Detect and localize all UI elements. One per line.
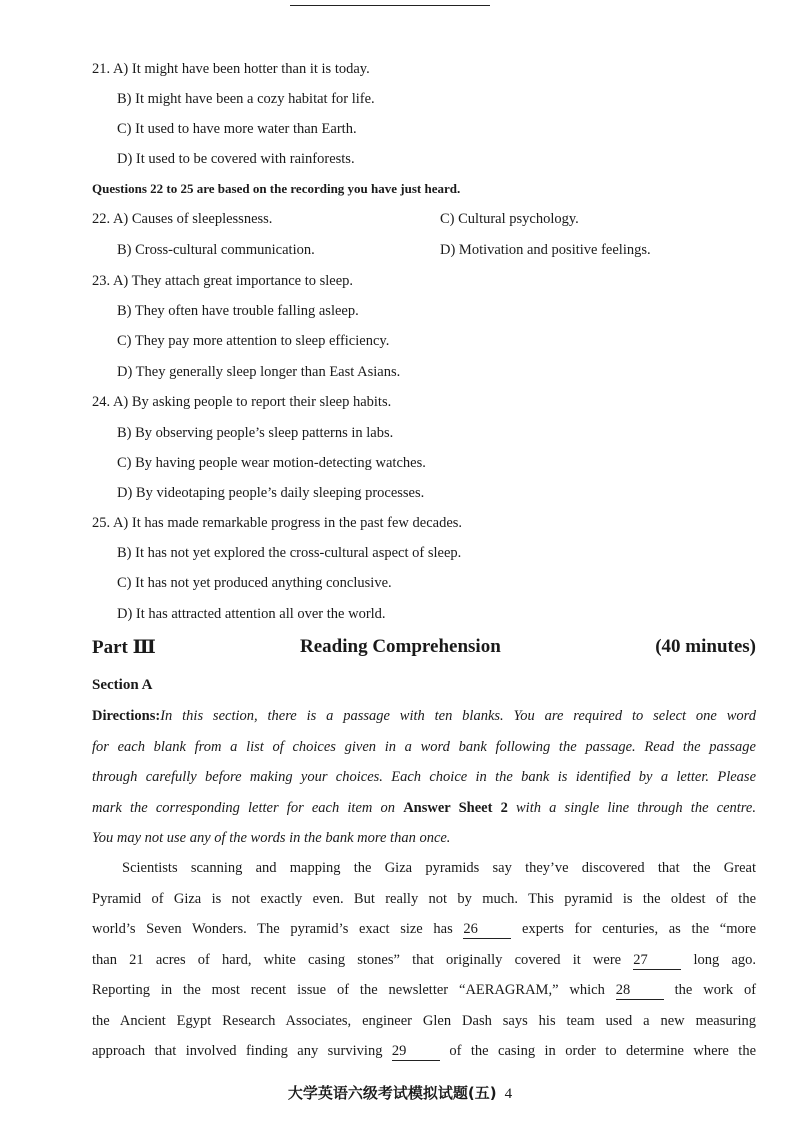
top-rule — [290, 5, 490, 6]
q23-option-d: D) They generally sleep longer than East Asians. — [117, 364, 401, 380]
q22-option-a: 22. A) Causes of sleeplessness. — [92, 211, 273, 227]
q24-option-a: 24. A) By asking people to report their sleep habits. — [92, 394, 392, 410]
q24-option-c: C) By having people wear motion-detecting watches. — [117, 455, 426, 471]
q22-option-b: B) Cross-cultural communication. — [117, 242, 315, 258]
part-header — [92, 636, 756, 660]
q24-number: 24. — [92, 394, 111, 410]
q21-number: 21. — [92, 61, 111, 77]
q23-option-a: 23. A) They attach great importance to sleep. — [92, 273, 354, 289]
q25-option-d: D) It has attracted attention all over the world. — [117, 606, 386, 622]
q25-option-c: C) It has not yet produced anything conclusive. — [117, 575, 392, 591]
blank-26[interactable]: 26 — [463, 920, 511, 939]
q23-option-b: B) They often have trouble falling asleep. — [117, 303, 359, 319]
blank-28[interactable]: 28 — [616, 981, 664, 1000]
part-time: (40 minutes) — [655, 636, 756, 657]
q23-number: 23. — [92, 273, 111, 289]
questions-header: Questions 22 to 25 are based on the recording you have just heard. — [92, 181, 461, 196]
page-number: 4 — [504, 1086, 513, 1102]
page-footer — [0, 1082, 800, 1103]
blank-27[interactable]: 27 — [633, 951, 681, 970]
blank-29[interactable]: 29 — [392, 1042, 440, 1061]
directions-label: Directions: — [92, 708, 161, 724]
q22-number: 22. — [92, 211, 111, 227]
q21-option-b: B) It might have been a cozy habitat for life. — [117, 91, 375, 107]
passage: Scientists scanning and mapping the Giza pyramids say they’ve discovered that the Great Pyramid of Giza is not exactly even. But really not by much. This pyramid is the oldest of the world’s Seven Wonders. The pyramid’s exact size has 26 experts for centuries, as the “more than 21 acres of hard, white casing stones” that originally covered it were 27 long ago. Reporting in the most recent issue of the newsletter “AERAGRAM,” which 28 the work of the Ancient Egypt Research Associates, engineer Glen Dash says his team used a new measuring approach that involved finding any surviving 29 of the casing in order to determine where the — [92, 860, 757, 1059]
q24-option-d: D) By videotaping people’s daily sleeping processes. — [117, 485, 425, 501]
q25-option-a: 25. A) It has made remarkable progress in the past few decades. — [92, 515, 463, 531]
footer-title: 大学英语六级考试模拟试题(五) — [287, 1084, 497, 1102]
directions: Directions:In this section, there is a passage with ten blanks. You are required to select one word for each blank from a list of choices given in a word bank following the passage. Read the passage through carefully before making your choices. Each choice in the bank is identified by a letter. Please mark the corresponding letter for each item on Answer Sheet 2 with a single line through the centre. You may not use any of the words in the bank more than once. — [92, 708, 756, 846]
q21-option-c: C) It used to have more water than Earth. — [117, 121, 357, 137]
q22-option-d: D) Motivation and positive feelings. — [440, 242, 651, 258]
q24-option-b: B) By observing people’s sleep patterns in labs. — [117, 425, 394, 441]
section-title: Section A — [92, 677, 153, 693]
q25-option-b: B) It has not yet explored the cross-cultural aspect of sleep. — [117, 545, 462, 561]
q22-option-c: C) Cultural psychology. — [440, 211, 579, 227]
q25-number: 25. — [92, 515, 111, 531]
q23-option-c: C) They pay more attention to sleep efficiency. — [117, 333, 390, 349]
q21-option-a: 21. A) It might have been hotter than it is today. — [92, 61, 370, 77]
part-label: Part Ⅲ — [92, 637, 156, 658]
part-title: Reading Comprehension — [300, 636, 501, 657]
q21-option-d: D) It used to be covered with rainforests. — [117, 151, 355, 167]
